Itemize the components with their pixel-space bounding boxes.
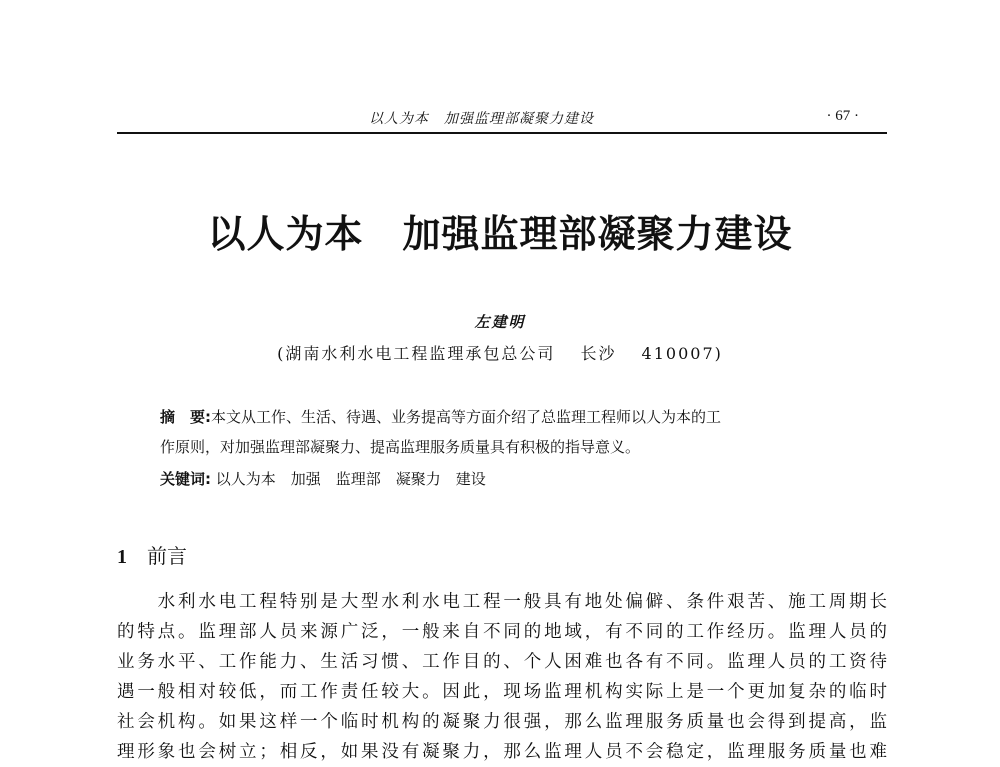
page-number: · 67 · [826, 108, 859, 124]
author-name: 左建明 [474, 313, 526, 331]
abstract-block [160, 402, 850, 462]
body-line: 社会机构。如果这样一个临时机构的凝聚力很强，那么监理服务质量也会得到提高，监 [117, 712, 887, 732]
abstract-text-line: 作原则，对加强监理部凝聚力、提高监理服务质量具有积极的指导意义。 [160, 438, 641, 456]
body-line: 遇一般相对较低，而工作责任较大。因此，现场监理机构实际上是一个更加复杂的临时 [117, 682, 887, 702]
section-title: 前言 [147, 544, 187, 568]
body-line: 理形象也会树立；相反，如果没有凝聚力，那么监理人员不会稳定，监理服务质量也难 [117, 742, 887, 762]
author-affiliation: (湖南水利水电工程监理承包总公司 长沙 410007) [277, 344, 723, 363]
body-line: 水利水电工程特别是大型水利水电工程一般具有地处偏僻、条件艰苦、施工周期长 [117, 592, 887, 612]
section-number: 1 [117, 546, 127, 568]
section-body [117, 587, 887, 767]
keywords-list: 以人为本 加强 监理部 凝聚力 建设 [215, 470, 486, 488]
running-head-title: 以人为本 加强监理部凝聚力建设 [369, 111, 594, 127]
section-heading [117, 540, 187, 569]
body-line: 业务水平、工作能力、生活习惯、工作目的、个人困难也各有不同。监理人员的工资待 [117, 652, 887, 672]
abstract-line-1 [160, 402, 850, 432]
body-line: 的特点。监理部人员来源广泛，一般来自不同的地域，有不同的工作经历。监理人员的 [117, 622, 887, 642]
article-title: 以人为本 加强监理部凝聚力建设 [207, 211, 793, 256]
abstract-text-line: 本文从工作、生活、待遇、业务提高等方面介绍了总监理工程师以人为本的工 [211, 408, 722, 426]
keywords-label: 关键词: [160, 470, 211, 488]
abstract-line-2 [160, 432, 850, 462]
abstract-label: 摘 要: [160, 408, 211, 426]
header-rule [117, 132, 887, 134]
running-head [117, 106, 887, 130]
keywords-block [160, 464, 850, 494]
